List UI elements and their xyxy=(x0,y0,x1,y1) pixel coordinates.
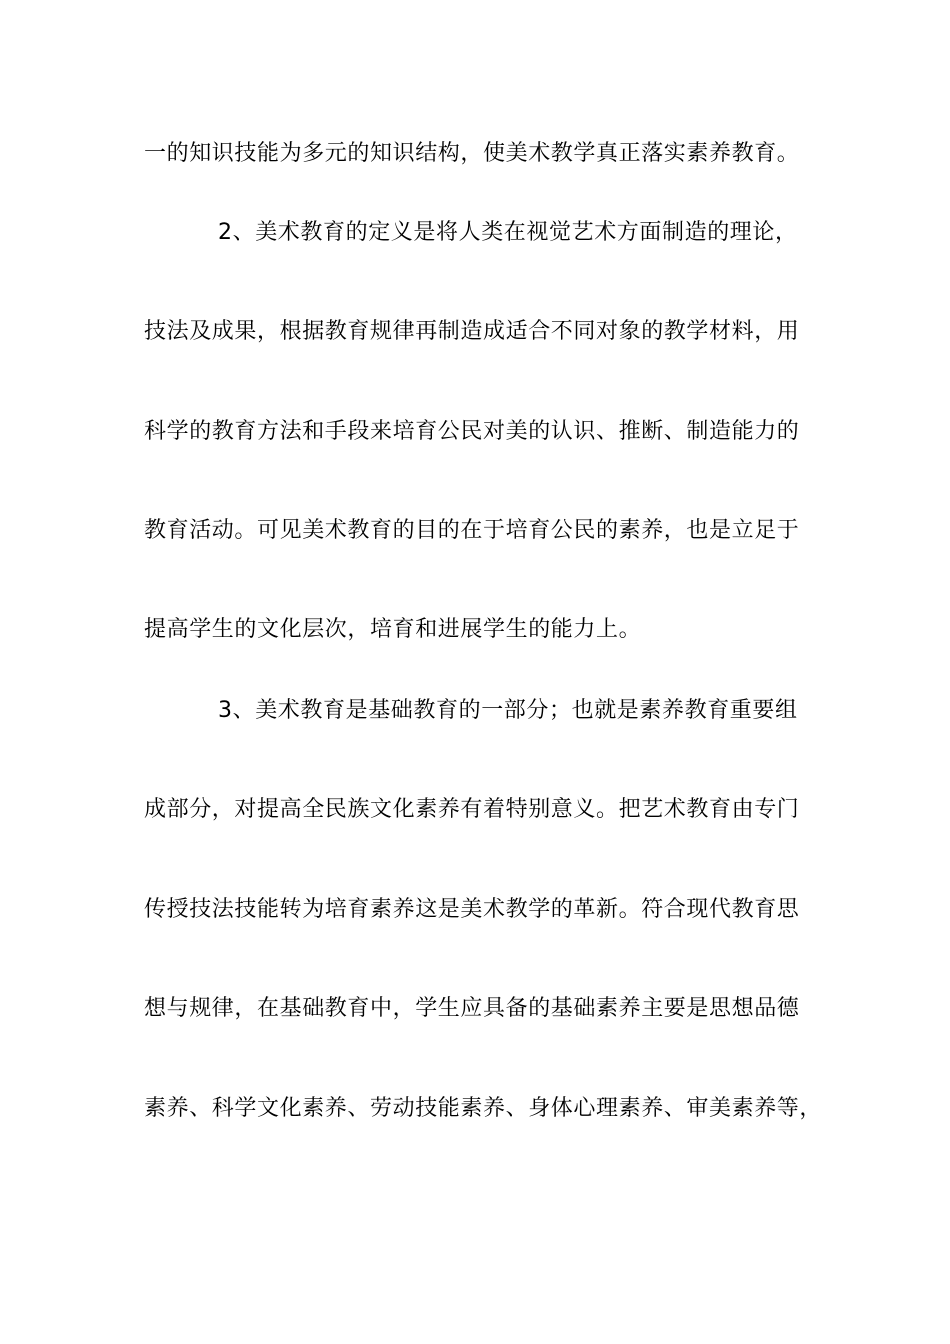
text-line: 教育活动。可见美术教育的目的在于培育公民的素养，也是立足于 xyxy=(144,518,800,543)
text-line: 成部分，对提高全民族文化素养有着特别意义。把艺术教育由专门 xyxy=(144,797,800,822)
text-line: 一的知识技能为多元的知识结构，使美术教学真正落实素养教育。 xyxy=(144,141,800,166)
text-line: 科学的教育方法和手段来培育公民对美的认识、推断、制造能力的 xyxy=(144,419,800,444)
text-line: 素养、科学文化素养、劳动技能素养、身体心理素养、审美素养等， xyxy=(144,1096,823,1121)
text-line: 3、美术教育是基础教育的一部分；也就是素养教育重要组 xyxy=(218,698,798,723)
text-line: 2、美术教育的定义是将人类在视觉艺术方面制造的理论， xyxy=(218,220,798,245)
text-line: 想与规律，在基础教育中，学生应具备的基础素养主要是思想品德 xyxy=(144,996,800,1021)
text-line: 技法及成果，根据教育规律再制造成适合不同对象的教学材料，用 xyxy=(144,319,800,344)
text-line: 传授技法技能转为培育素养这是美术教学的革新。符合现代教育思 xyxy=(144,897,800,922)
text-line: 提高学生的文化层次，培育和进展学生的能力上。 xyxy=(144,617,642,642)
